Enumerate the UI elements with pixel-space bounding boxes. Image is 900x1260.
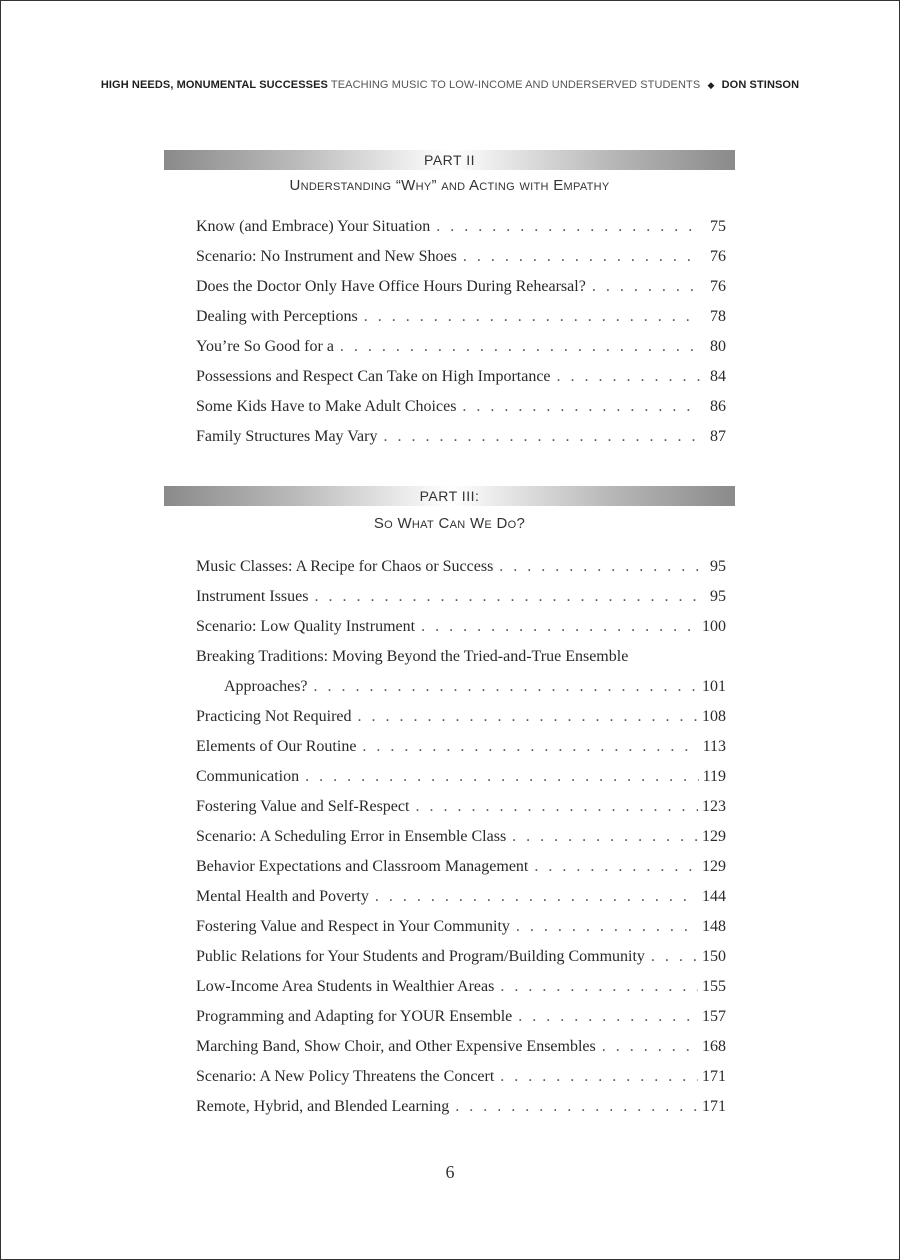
toc-entry[interactable]	[196, 302, 726, 332]
dot-leader	[512, 822, 698, 852]
book-subtitle: TEACHING MUSIC TO LOW-INCOME AND UNDERSERVED STUDENTS	[330, 79, 701, 91]
page-number: 6	[445, 1162, 455, 1182]
toc-entry[interactable]	[196, 762, 726, 792]
toc-entry-page: 95	[710, 558, 726, 575]
dot-leader	[305, 762, 698, 792]
part-3-subtitle: So What Can We Do?	[373, 515, 526, 532]
toc-entry[interactable]	[196, 852, 726, 882]
dot-leader	[463, 242, 700, 272]
running-head	[0, 79, 900, 91]
toc-entry-page: 76	[710, 248, 726, 265]
dot-leader	[375, 882, 698, 912]
toc-entry-title: You’re So Good for a	[196, 338, 334, 355]
part-2-label: PART II	[424, 152, 475, 168]
toc-entry-title: Approaches?	[224, 678, 308, 695]
toc-entry[interactable]	[196, 1002, 726, 1032]
banner-gradient-left	[164, 150, 450, 170]
toc-entry-title: Fostering Value and Respect in Your Community	[196, 918, 510, 935]
dot-leader	[499, 552, 700, 582]
toc-entry-page: 150	[702, 948, 726, 965]
toc-entry-page: 119	[702, 768, 726, 785]
toc-entry-title: Fostering Value and Self-Respect	[196, 798, 410, 815]
toc-entry-page: 101	[702, 678, 726, 695]
toc-entry-title: Low-Income Area Students in Wealthier Areas	[196, 978, 495, 995]
toc-entry[interactable]	[196, 822, 726, 852]
toc-entry-title: Elements of Our Routine	[196, 738, 357, 755]
dot-leader	[500, 1062, 698, 1092]
toc-entry-page: 171	[702, 1098, 726, 1115]
toc-entry-page: 113	[702, 738, 726, 755]
toc-entry[interactable]	[196, 972, 726, 1002]
toc-entry-page: 76	[710, 278, 726, 295]
toc-entry[interactable]	[196, 552, 726, 582]
toc-entry-title: Mental Health and Poverty	[196, 888, 369, 905]
toc-entry-page: 100	[702, 618, 726, 635]
part-2-toc	[196, 212, 726, 452]
part-2-subtitle: Understanding “Why” and Acting with Empathy	[289, 177, 610, 194]
dot-leader	[557, 362, 700, 392]
toc-entry-page: 75	[710, 218, 726, 235]
toc-entry-title: Programming and Adapting for YOUR Ensemble	[196, 1008, 513, 1025]
dot-leader	[518, 1002, 698, 1032]
toc-entry[interactable]	[196, 702, 726, 732]
author-name: DON STINSON	[721, 79, 800, 91]
toc-entry-page: 87	[710, 428, 726, 445]
toc-entry-title: Scenario: No Instrument and New Shoes	[196, 248, 457, 265]
toc-entry[interactable]	[196, 212, 726, 242]
toc-entry-page: 155	[702, 978, 726, 995]
dot-leader	[651, 942, 698, 972]
toc-entry-page: 144	[702, 888, 726, 905]
toc-entry-title: Some Kids Have to Make Adult Choices	[196, 398, 457, 415]
toc-entry[interactable]	[196, 642, 726, 672]
toc-entry-page: 129	[702, 828, 726, 845]
banner-gradient-right	[450, 150, 736, 170]
dot-leader	[455, 1092, 698, 1122]
toc-entry[interactable]	[196, 912, 726, 942]
part-2-banner	[164, 150, 735, 170]
diamond-separator-icon: ◆	[707, 80, 715, 90]
toc-entry-title: Marching Band, Show Choir, and Other Expensive Ensembles	[196, 1038, 596, 1055]
dot-leader	[415, 792, 698, 822]
toc-entry-title: Breaking Traditions: Moving Beyond the Tried-and-True Ensemble	[196, 648, 629, 665]
toc-entry-title: Public Relations for Your Students and Program/Building Community	[196, 948, 645, 965]
part-3-banner	[164, 486, 735, 506]
toc-entry-title: Does the Doctor Only Have Office Hours During Rehearsal?	[196, 278, 586, 295]
toc-entry[interactable]	[196, 672, 726, 702]
toc-entry-page: 148	[702, 918, 726, 935]
toc-entry[interactable]	[196, 392, 726, 422]
toc-entry[interactable]	[196, 1092, 726, 1122]
dot-leader	[383, 422, 700, 452]
toc-entry-page: 95	[710, 588, 726, 605]
dot-leader	[314, 582, 700, 612]
dot-leader	[436, 212, 700, 242]
toc-entry[interactable]	[196, 1032, 726, 1062]
dot-leader	[462, 392, 700, 422]
toc-entry-page: 108	[702, 708, 726, 725]
toc-entry[interactable]	[196, 882, 726, 912]
toc-entry-title: Scenario: A Scheduling Error in Ensemble Class	[196, 828, 507, 845]
dot-leader	[592, 272, 700, 302]
toc-entry[interactable]	[196, 422, 726, 452]
dot-leader	[314, 672, 698, 702]
banner-gradient-right	[450, 486, 736, 506]
dot-leader	[516, 912, 698, 942]
dot-leader	[500, 972, 698, 1002]
toc-entry[interactable]	[196, 272, 726, 302]
toc-entry-title: Practicing Not Required	[196, 708, 352, 725]
toc-entry-page: 168	[702, 1038, 726, 1055]
toc-entry-page: 78	[710, 308, 726, 325]
toc-entry-title: Know (and Embrace) Your Situation	[196, 218, 431, 235]
toc-entry-title: Music Classes: A Recipe for Chaos or Success	[196, 558, 494, 575]
dot-leader	[421, 612, 698, 642]
toc-entry-page: 171	[702, 1068, 726, 1085]
toc-entry-title: Possessions and Respect Can Take on High Importance	[196, 368, 551, 385]
toc-entry[interactable]	[196, 582, 726, 612]
toc-entry-page: 84	[710, 368, 726, 385]
toc-entry-page: 129	[702, 858, 726, 875]
toc-entry[interactable]	[196, 332, 726, 362]
toc-entry[interactable]	[196, 1062, 726, 1092]
part-3-toc	[196, 552, 726, 1122]
dot-leader	[340, 332, 700, 362]
toc-entry[interactable]	[196, 942, 726, 972]
toc-entry-title: Communication	[196, 768, 300, 785]
part-3-label: PART III:	[419, 488, 480, 504]
dot-leader	[358, 702, 698, 732]
dot-leader	[534, 852, 698, 882]
toc-entry-title: Family Structures May Vary	[196, 428, 378, 445]
toc-entry-page: 86	[710, 398, 726, 415]
toc-entry[interactable]	[196, 732, 726, 762]
toc-entry-page: 123	[702, 798, 726, 815]
book-title: HIGH NEEDS, MONUMENTAL SUCCESSES	[100, 79, 328, 91]
toc-entry[interactable]	[196, 792, 726, 822]
dot-leader	[362, 732, 698, 762]
dot-leader	[602, 1032, 698, 1062]
toc-entry-title: Behavior Expectations and Classroom Management	[196, 858, 529, 875]
toc-entry[interactable]	[196, 242, 726, 272]
toc-entry[interactable]	[196, 612, 726, 642]
dot-leader	[364, 302, 700, 332]
toc-entry-title: Scenario: Low Quality Instrument	[196, 618, 416, 635]
toc-entry-page: 157	[702, 1008, 726, 1025]
banner-gradient-left	[164, 486, 450, 506]
toc-entry-title: Remote, Hybrid, and Blended Learning	[196, 1098, 450, 1115]
toc-entry-title: Instrument Issues	[196, 588, 309, 605]
toc-entry-title: Dealing with Perceptions	[196, 308, 358, 325]
toc-entry-page: 80	[710, 338, 726, 355]
toc-entry-title: Scenario: A New Policy Threatens the Concert	[196, 1068, 495, 1085]
toc-entry[interactable]	[196, 362, 726, 392]
